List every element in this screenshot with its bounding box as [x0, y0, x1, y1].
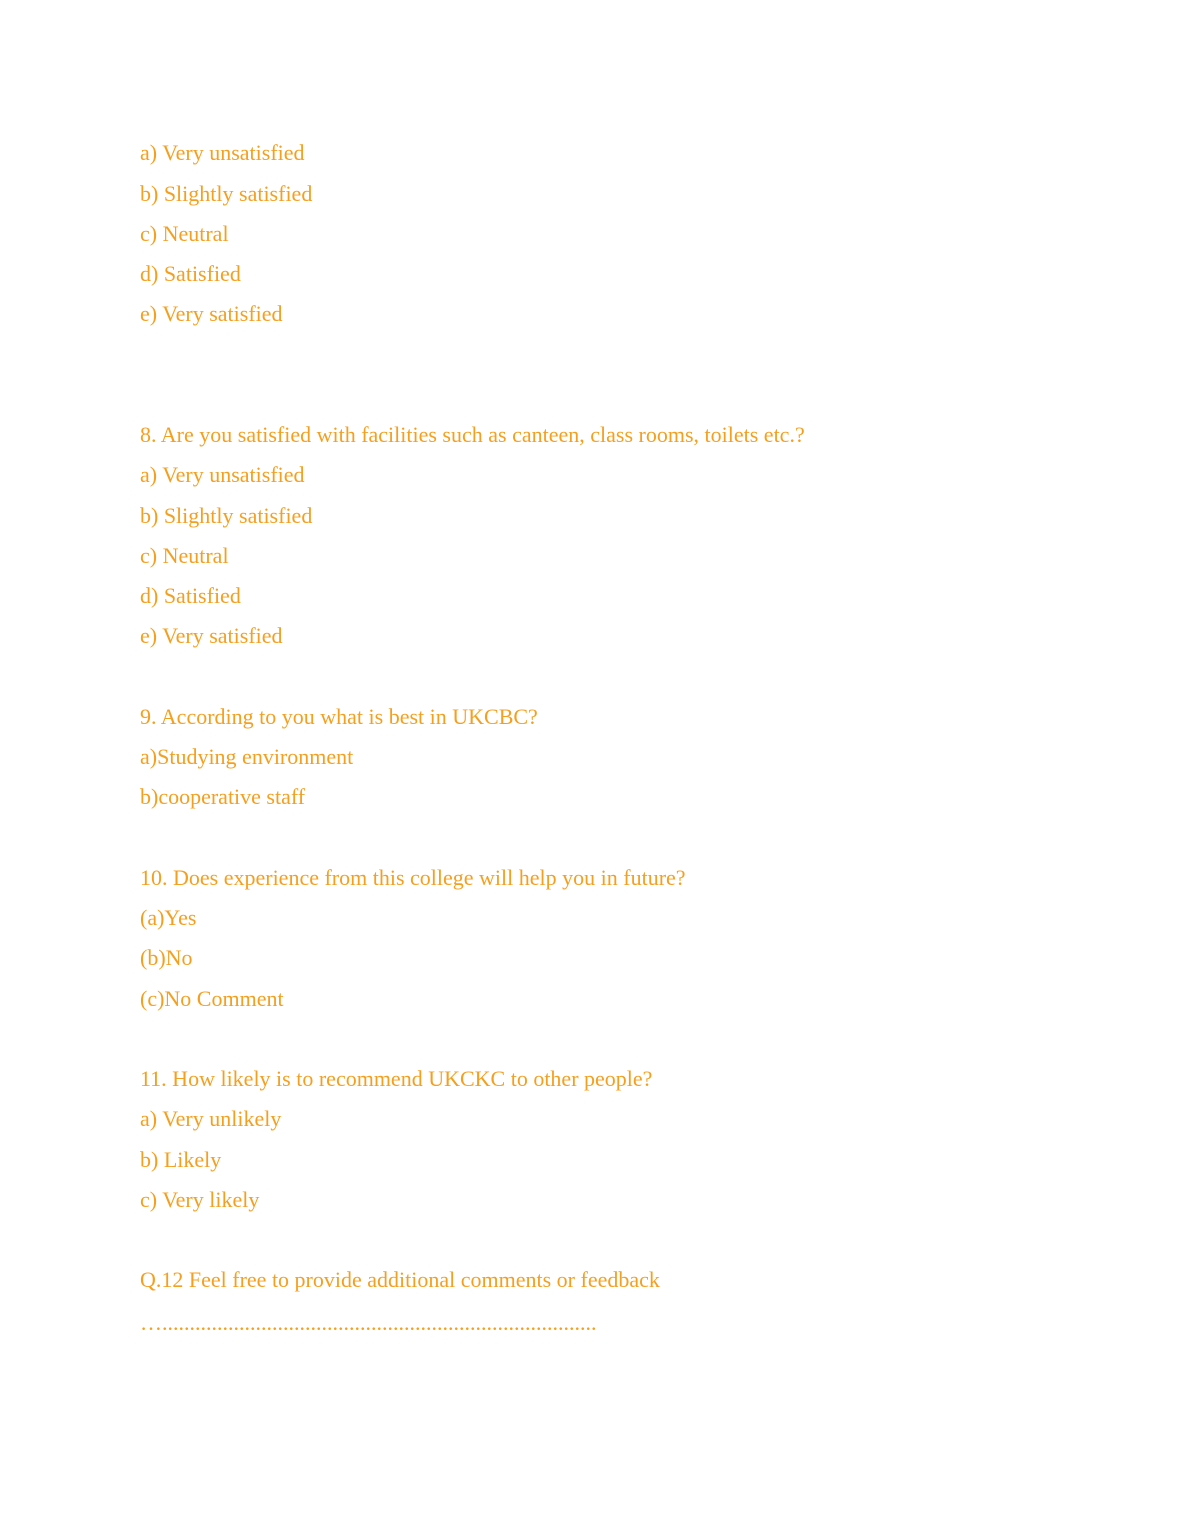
q9-option-b: b)cooperative staff [140, 784, 306, 809]
q7-option-a: a) Very unsatisfied [140, 140, 305, 165]
q10-question: 10. Does experience from this college will help you in future? [140, 865, 686, 890]
q10-option-c: (c)No Comment [140, 986, 284, 1011]
q10-option-a: (a)Yes [140, 905, 197, 930]
q8-option-e: e) Very satisfied [140, 623, 283, 648]
q8-option-c: c) Neutral [140, 543, 229, 568]
q7-option-c: c) Neutral [140, 221, 229, 246]
q9-option-a: a)Studying environment [140, 744, 354, 769]
q12-question: Q.12 Feel free to provide additional comments or feedback [140, 1267, 660, 1292]
q9-question: 9. According to you what is best in UKCBC? [140, 704, 538, 729]
q8-question: 8. Are you satisfied with facilities such as canteen, class rooms, toilets etc.? [140, 422, 805, 447]
q11-option-a: a) Very unlikely [140, 1106, 282, 1131]
q11-option-c: c) Very likely [140, 1187, 260, 1212]
q8-option-a: a) Very unsatisfied [140, 462, 305, 487]
q8-option-d: d) Satisfied [140, 583, 241, 608]
q7-option-e: e) Very satisfied [140, 301, 283, 326]
q8-option-b: b) Slightly satisfied [140, 503, 313, 528]
q11-option-b: b) Likely [140, 1147, 222, 1172]
q7-option-b: b) Slightly satisfied [140, 181, 313, 206]
q11-question: 11. How likely is to recommend UKCKC to other people? [140, 1066, 653, 1091]
q12-answer-line: …............................................................................... [140, 1310, 597, 1335]
q7-option-d: d) Satisfied [140, 261, 241, 286]
q10-option-b: (b)No [140, 945, 193, 970]
